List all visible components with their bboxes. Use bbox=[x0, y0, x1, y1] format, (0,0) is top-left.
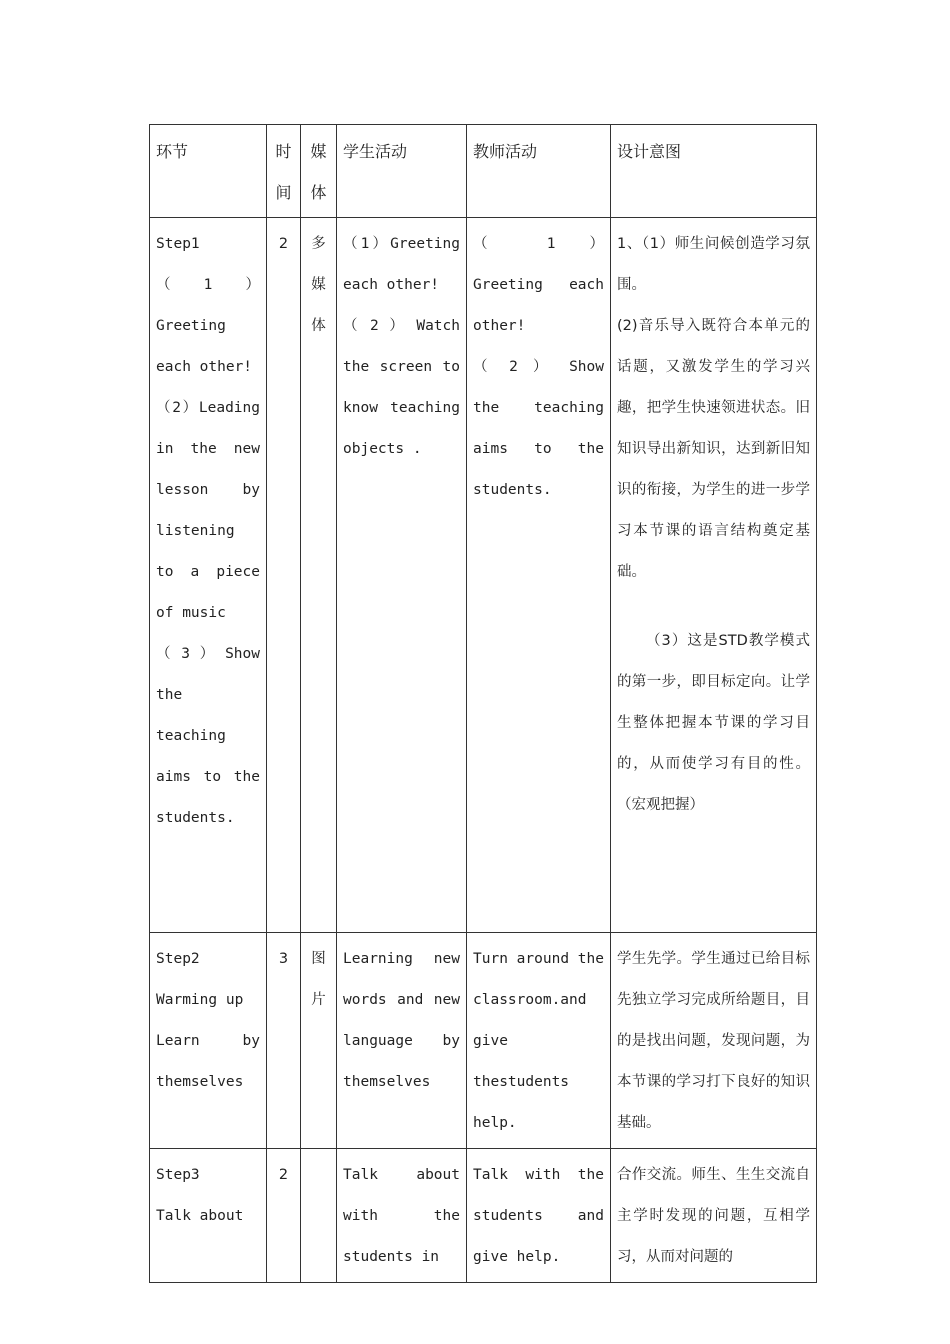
header-media: 媒体 bbox=[301, 125, 337, 218]
step1-design-2: (2)音乐导入既符合本单元的话题，又激发学生的学习兴趣，把学生快速领进状态。旧知识导出新知识，达到新旧知识的衔接，为学生的进一步学习本节课的语言结构奠定基础。 bbox=[617, 318, 810, 580]
step1-teacher-2: （ 2 ） Show the teaching aims to the students. bbox=[473, 359, 604, 498]
lesson-plan-table bbox=[149, 124, 817, 1283]
table-row bbox=[150, 933, 817, 1149]
step3-time: 2 bbox=[267, 1149, 301, 1283]
step2-item-2: Learn by themselves bbox=[156, 1033, 260, 1090]
step1-teacher-1: （ 1 ） Greeting each other! bbox=[473, 236, 604, 334]
step3-student: Talk about with the students in bbox=[337, 1149, 467, 1283]
step3-media bbox=[301, 1149, 337, 1283]
step3-teacher: Talk with the students and give help. bbox=[467, 1149, 611, 1283]
step1-item-3: （ 3 ） Show the teaching aims to the students. bbox=[156, 646, 260, 826]
step2-section-cell bbox=[150, 933, 267, 1149]
step1-section-cell bbox=[150, 218, 267, 933]
step2-design: 学生先学。学生通过已给目标先独立学习完成所给题目，目的是找出问题，发现问题，为本节课的学习打下良好的知识基础。 bbox=[611, 933, 817, 1149]
step1-media: 多媒体 bbox=[301, 218, 337, 933]
step2-media: 图片 bbox=[301, 933, 337, 1149]
step3-design: 合作交流。师生、生生交流自主学时发现的问题，互相学习，从而对问题的 bbox=[611, 1149, 817, 1283]
header-teacher-activity: 教师活动 bbox=[467, 125, 611, 218]
header-student-activity: 学生活动 bbox=[337, 125, 467, 218]
step1-design-cell bbox=[611, 218, 817, 933]
step2-time: 3 bbox=[267, 933, 301, 1149]
step1-student-2: （ 2 ） Watch the screen to know teaching objects . bbox=[343, 318, 460, 457]
step2-title: Step2 bbox=[156, 951, 200, 967]
step1-student-cell bbox=[337, 218, 467, 933]
step1-student-1: （1）Greeting each other! bbox=[343, 236, 460, 293]
step1-design-1: 1、（1）师生问候创造学习氛围。 bbox=[617, 236, 810, 293]
step1-time: 2 bbox=[267, 218, 301, 933]
table-header-row bbox=[150, 125, 817, 218]
step1-teacher-cell bbox=[467, 218, 611, 933]
table-row bbox=[150, 218, 817, 933]
step3-title: Step3 bbox=[156, 1167, 200, 1183]
table-row bbox=[150, 1149, 817, 1283]
step1-item-2: （2）Leading in the new lesson by listening to a piece of music bbox=[156, 400, 260, 621]
step2-teacher: Turn around the classroom.and give thestudents help. bbox=[467, 933, 611, 1149]
header-time: 时间 bbox=[267, 125, 301, 218]
step3-item-1: Talk about bbox=[156, 1208, 244, 1224]
header-section: 环节 bbox=[150, 125, 267, 218]
step1-item-1: （1）Greeting each other! bbox=[156, 277, 260, 375]
step2-item-1: Warming up bbox=[156, 992, 244, 1008]
step1-title: Step1 bbox=[156, 236, 200, 252]
step2-student: Learning new words and new language by themselves bbox=[337, 933, 467, 1149]
spacer bbox=[617, 593, 810, 621]
step1-design-3: （3）这是STD教学模式的第一步，即目标定向。让学生整体把握本节课的学习目的，从而使学习有目的性。（宏观把握） bbox=[617, 633, 810, 813]
header-design-intent: 设计意图 bbox=[611, 125, 817, 218]
step3-section-cell bbox=[150, 1149, 267, 1283]
